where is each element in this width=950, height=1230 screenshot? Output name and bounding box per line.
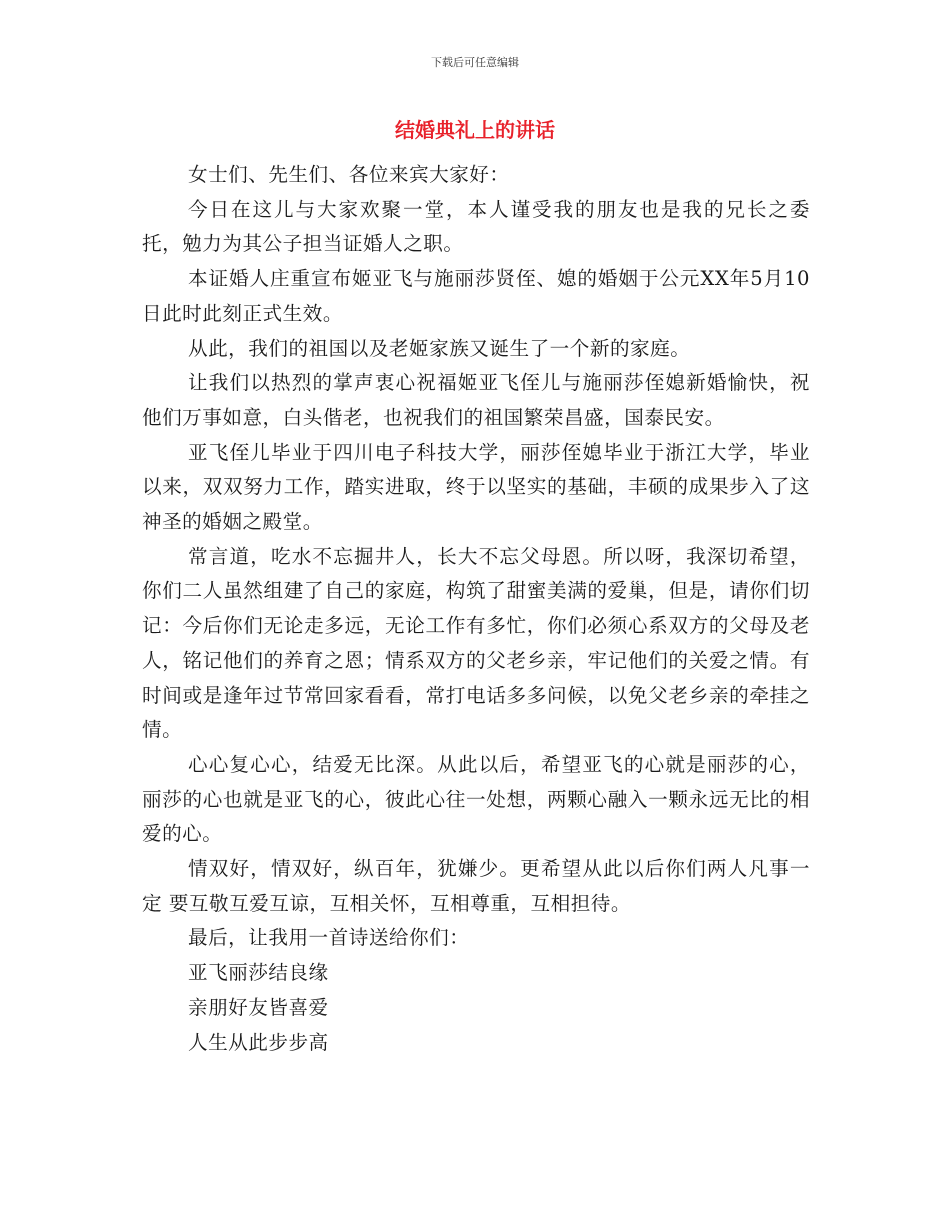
- paragraph: 常言道，吃水不忘掘井人，长大不忘父母恩。所以呀，我深切希望，你们二人虽然组建了自己的家庭，构筑了甜蜜美满的爱巢，但是，请你们切记：今后你们无论走多远，无论工作有多忙，你们必须心系双方的父母及老人，铭记他们的养育之恩；情系双方的父老乡亲，牢记他们的关爱之情。有时间或是逢年过节常回家看看，常打电话多多问候，以免父老乡亲的牵挂之情。: [142, 544, 810, 742]
- paragraph-greeting: 女士们、先生们、各位来宾大家好：: [188, 163, 510, 186]
- paragraph: 从此，我们的祖国以及老姬家族又诞生了一个新的家庭。: [188, 336, 691, 360]
- page-header-note: 下载后可任意编辑: [431, 56, 519, 69]
- document-body: [142, 158, 810, 1060]
- paragraph: 本证婚人庄重宣布姬亚飞与施丽莎贤侄、媳的婚姻于公元XX年5月10日此时此刻正式生效。: [142, 267, 810, 325]
- paragraph: 心心复心心，结爱无比深。从此以后，希望亚飞的心就是丽莎的心，丽莎的心也就是亚飞的心，彼此心往一处想，两颗心融入一颗永远无比的相爱的心。: [142, 752, 810, 846]
- paragraph: 让我们以热烈的掌声衷心祝福姬亚飞侄儿与施丽莎侄媳新婚愉快，祝他们万事如意，白头偕老，也祝我们的祖国繁荣昌盛，国泰民安。: [142, 371, 810, 429]
- document-title: 结婚典礼上的讲话: [395, 118, 555, 142]
- paragraph: 亚飞侄儿毕业于四川电子科技大学，丽莎侄媳毕业于浙江大学，毕业以来，双双努力工作，踏实进取，终于以坚实的基础，丰硕的成果步入了这神圣的婚姻之殿堂。: [142, 440, 810, 534]
- poem-line: 亚飞丽莎结良缘: [188, 961, 329, 985]
- paragraph: 情双好，情双好，纵百年，犹嫌少。更希望从此以后你们两人凡事一定 要互敬互爱互谅，互相关怀，互相尊重，互相担待。: [142, 857, 810, 915]
- poem-line: 亲朋好友皆喜爱: [188, 995, 329, 1019]
- poem-line: 人生从此步步高: [188, 1030, 329, 1054]
- paragraph-poem-intro: 最后，让我用一首诗送给你们：: [188, 926, 470, 950]
- paragraph: 今日在这儿与大家欢聚一堂，本人谨受我的朋友也是我的兄长之委托，勉力为其公子担当证婚人之职。: [142, 197, 810, 256]
